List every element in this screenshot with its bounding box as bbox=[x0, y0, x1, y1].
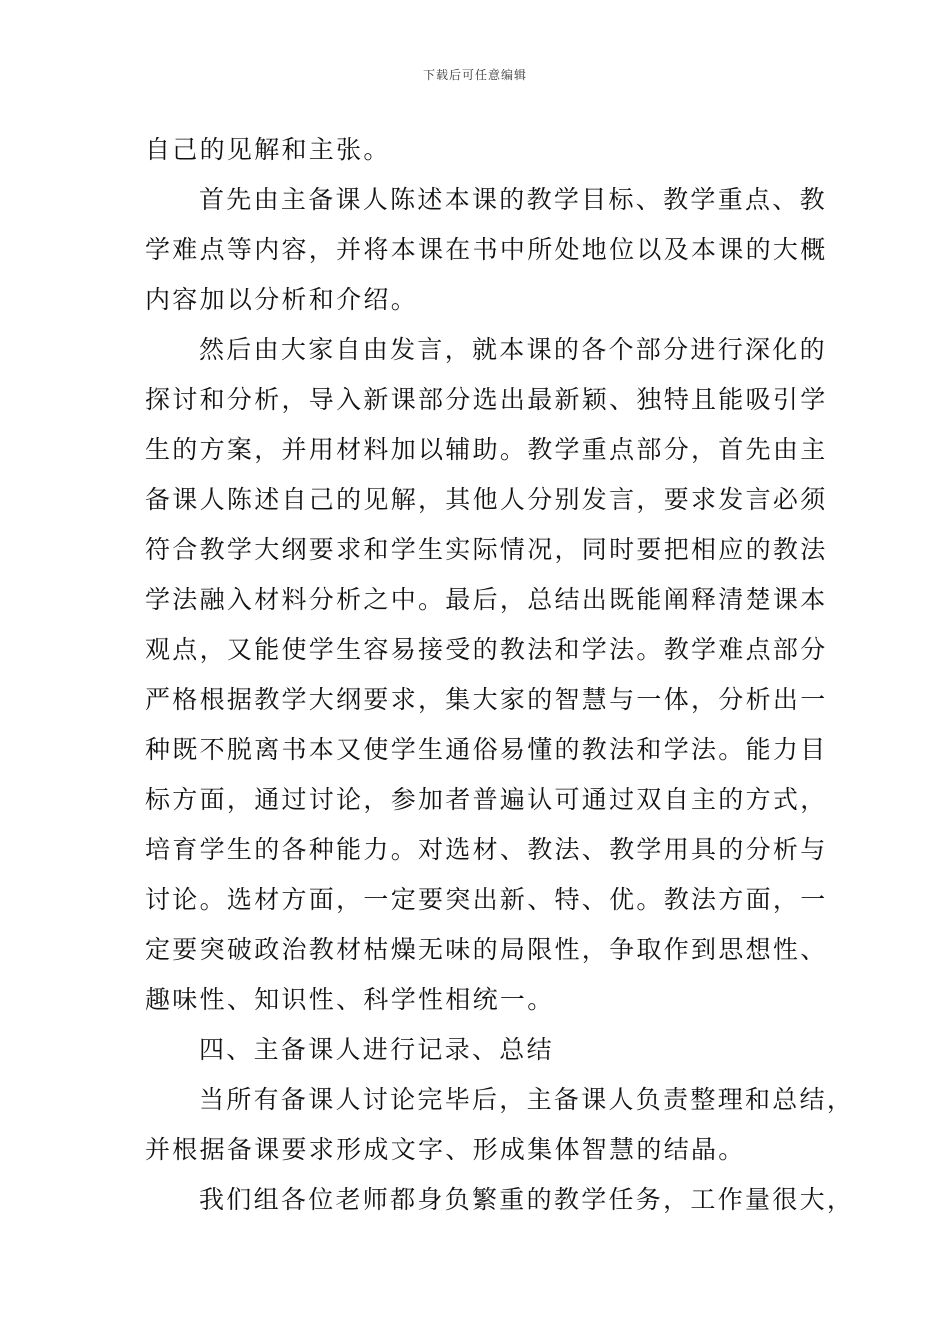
text-line-3: 学难点等内容，并将本课在书中所处地位以及本课的大概 bbox=[145, 235, 828, 264]
text-line-13: 种既不脱离书本又使学生通俗易懂的教法和学法。能力目 bbox=[145, 735, 828, 764]
paragraph-line-22: 我们组各位老师都身负繁重的教学任务，工作量很大， bbox=[199, 1185, 855, 1214]
text-line-1: 自己的见解和主张。 bbox=[145, 135, 391, 164]
paragraph-line-20: 当所有备课人讨论完毕后，主备课人负责整理和总结， bbox=[199, 1085, 855, 1114]
text-line-21: 并根据备课要求形成文字、形成集体智慧的结晶。 bbox=[145, 1135, 746, 1164]
text-line-7: 生的方案，并用材料加以辅助。教学重点部分，首先由主 bbox=[145, 435, 828, 464]
text-line-12: 严格根据教学大纲要求，集大家的智慧与一体，分析出一 bbox=[145, 685, 828, 714]
text-line-4: 内容加以分析和介绍。 bbox=[145, 285, 419, 314]
paragraph-line-5: 然后由大家自由发言，就本课的各个部分进行深化的 bbox=[199, 335, 827, 364]
text-line-14: 标方面，通过讨论，参加者普遍认可通过双自主的方式， bbox=[145, 785, 828, 814]
paragraph-line-2: 首先由主备课人陈述本课的教学目标、教学重点、教 bbox=[199, 185, 827, 214]
text-line-18: 趣味性、知识性、科学性相统一。 bbox=[145, 985, 555, 1014]
text-line-15: 培育学生的各种能力。对选材、教法、教学用具的分析与 bbox=[145, 835, 828, 864]
page-header: 下载后可任意编辑 bbox=[422, 68, 527, 82]
text-line-9: 符合教学大纲要求和学生实际情况，同时要把相应的教法 bbox=[145, 535, 828, 564]
section-heading: 四、主备课人进行记录、总结 bbox=[199, 1035, 554, 1064]
text-line-11: 观点，又能使学生容易接受的教法和学法。教学难点部分 bbox=[145, 635, 828, 664]
text-line-17: 定要突破政治教材枯燥无味的局限性，争取作到思想性、 bbox=[145, 935, 828, 964]
text-line-6: 探讨和分析，导入新课部分选出最新颖、独特且能吸引学 bbox=[145, 385, 828, 414]
text-line-10: 学法融入材料分析之中。最后，总结出既能阐释清楚课本 bbox=[145, 585, 828, 614]
text-line-8: 备课人陈述自己的见解，其他人分别发言，要求发言必须 bbox=[145, 485, 828, 514]
text-line-16: 讨论。选材方面，一定要突出新、特、优。教法方面，一 bbox=[145, 885, 828, 914]
